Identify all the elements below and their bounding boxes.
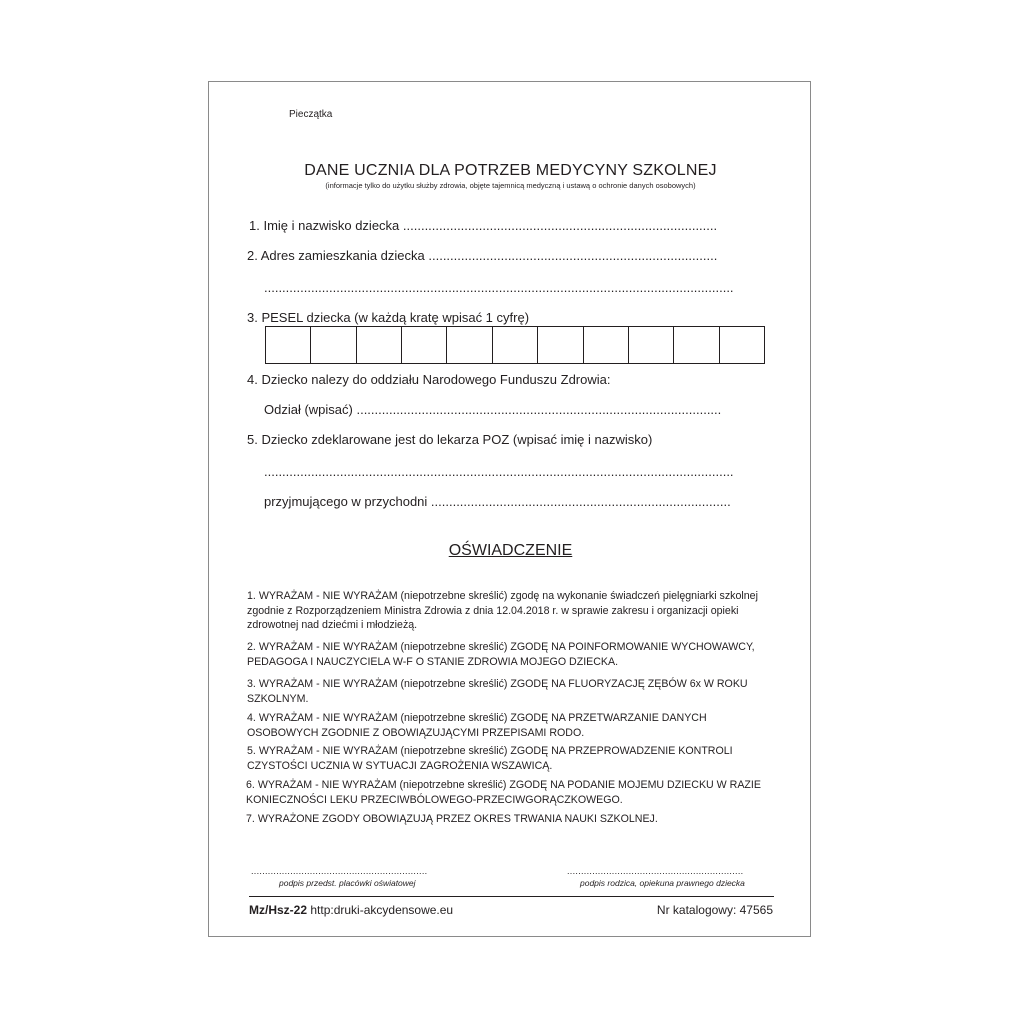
- declaration-item-6: 6. WYRAŻAM - NIE WYRAŻAM (niepotrzebne skreślić) ZGODĘ NA PODANIE MOJEMU DZIECKU W RAZIE KONIECZNOŚCI LEKU PRZECIWBÓLOWEGO-PRZECIWGORĄCZKOWEGO.: [246, 779, 761, 806]
- stamp-label: Pieczątka: [289, 109, 333, 120]
- pesel-cell[interactable]: [311, 327, 356, 363]
- nfz-branch-label: 4. Dziecko nalezy do oddziału Narodowego Funduszu Zdrowia:: [247, 372, 611, 387]
- declaration-item-2: 2. WYRAŻAM - NIE WYRAŻAM (niepotrzebne skreślić) ZGODĘ NA POINFORMOWANIE WYCHOWAWCY, PEDAGOGA I NAUCZYCIELA W-F O STANIE ZDROWIA MOJEGO DZIECKA.: [247, 641, 755, 668]
- poz-doctor-label: 5. Dziecko zdeklarowane jest do lekarza POZ (wpisać imię i nazwisko): [247, 432, 653, 447]
- declaration-item-7: 7. WYRAŻONE ZGODY OBOWIĄZUJĄ PRZEZ OKRES TRWANIA NAUKI SZKOLNEJ.: [246, 813, 658, 825]
- pesel-cell[interactable]: [720, 327, 764, 363]
- pesel-cell[interactable]: [447, 327, 492, 363]
- declaration-item-3: 3. WYRAŻAM - NIE WYRAŻAM (niepotrzebne skreślić) ZGODĘ NA FLUORYZACJĘ ZĘBÓW 6x W ROKU SZKOLNYM.: [247, 678, 748, 705]
- form-code: Mz/Hsz-22: [249, 903, 308, 917]
- catalog-number: Nr katalogowy: 47565: [656, 903, 773, 917]
- child-name-field[interactable]: 1. Imię i nazwisko dziecka .......................................................................................: [249, 218, 718, 233]
- pesel-cell[interactable]: [584, 327, 629, 363]
- pesel-cell[interactable]: [357, 327, 402, 363]
- signature-line-left[interactable]: ...............................................................: [251, 866, 428, 876]
- pesel-grid[interactable]: [265, 326, 765, 364]
- signature-label-left: podpis przedst. placówki oświatowej: [279, 878, 416, 888]
- signature-label-right: podpis rodzica, opiekuna prawnego dziecka: [580, 878, 745, 888]
- pesel-cell[interactable]: [266, 327, 311, 363]
- pesel-cell[interactable]: [674, 327, 719, 363]
- pesel-cell[interactable]: [493, 327, 538, 363]
- signature-line-right[interactable]: ...............................................................: [567, 866, 744, 876]
- pesel-cell[interactable]: [538, 327, 583, 363]
- child-address-field[interactable]: 2. Adres zamieszkania dziecka ................................................................................: [247, 248, 718, 263]
- publisher-url: http:druki-akcydensowe.eu: [310, 903, 454, 917]
- pesel-cell[interactable]: [629, 327, 674, 363]
- declaration-item-1: 1. WYRAŻAM - NIE WYRAŻAM (niepotrzebne skreślić) zgodę na wykonanie świadczeń pielęgniarki szkolnej zgodnie z Rozporządzeniem Ministra Zdrowia z dnia 12.04.2018 r. w sprawie zakresu i organizacji opieki zdrowotnej nad dziećmi i młodzieżą.: [247, 590, 758, 631]
- declaration-item-4: 4. WYRAŻAM - NIE WYRAŻAM (niepotrzebne skreślić) ZGODĘ NA PRZETWARZANIE DANYCH OSOBOWYCH ZGODNIE Z OBOWIĄZUJĄCYMI PRZEPISAMI RODO.: [247, 712, 707, 739]
- poz-doctor-field[interactable]: ..................................................................................................................................: [264, 464, 734, 479]
- nfz-branch-field[interactable]: Odział (wpisać) .....................................................................................................: [264, 402, 722, 417]
- child-address-continuation[interactable]: ..................................................................................................................................: [264, 280, 734, 295]
- footer-left: [249, 903, 453, 917]
- footer-divider: [249, 896, 774, 897]
- declaration-item-5: 5. WYRAŻAM - NIE WYRAŻAM (niepotrzebne skreślić) ZGODĘ NA PRZEPROWADZENIE KONTROLI CZYSTOŚCI UCZNIA W SYTUACJI ZAGROŻENIA WSZAWICĄ.: [247, 745, 733, 772]
- pesel-cell[interactable]: [402, 327, 447, 363]
- declaration-heading: OŚWIADCZENIE: [448, 542, 573, 559]
- form-subtitle: (informacje tylko do użytku służby zdrowia, objęte tajemnicą medyczną i ustawą o ochronie danych osobowych): [325, 181, 696, 190]
- clinic-field[interactable]: przyjmującego w przychodni ...................................................................................: [264, 494, 731, 509]
- pesel-label: 3. PESEL dziecka (w każdą kratę wpisać 1 cyfrę): [247, 310, 530, 325]
- form-title: DANE UCZNIA DLA POTRZEB MEDYCYNY SZKOLNEJ: [304, 162, 717, 179]
- form-page: [208, 81, 811, 937]
